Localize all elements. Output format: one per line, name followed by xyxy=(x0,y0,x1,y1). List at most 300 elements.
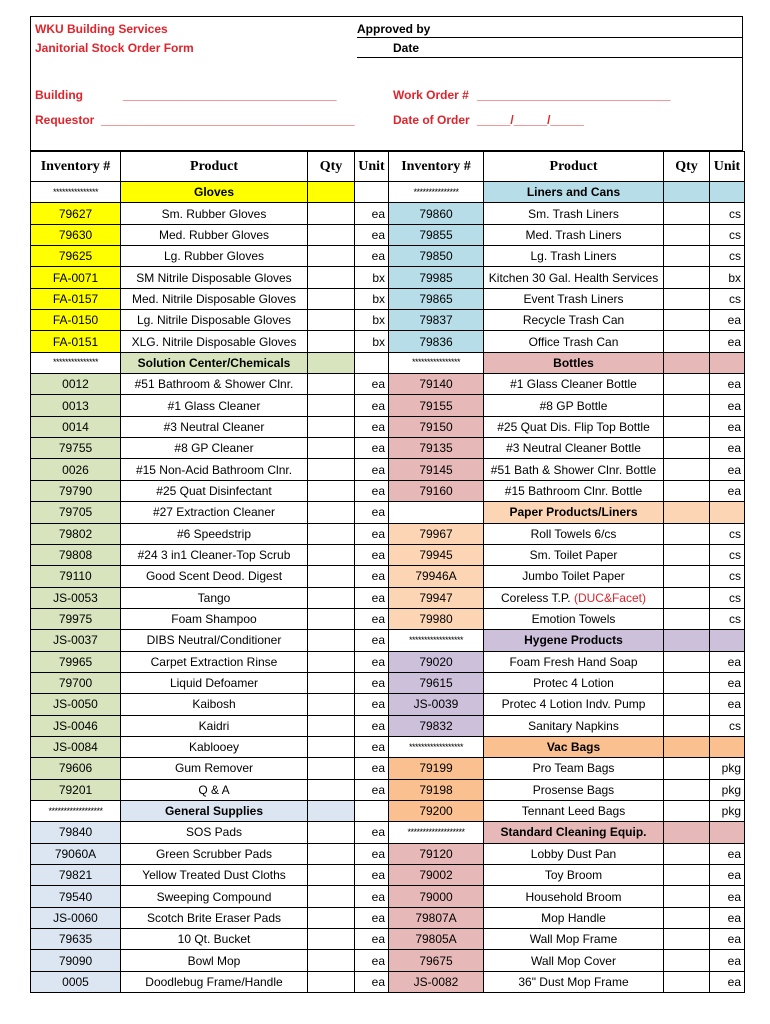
left-inventory-number: FA-0071 xyxy=(31,267,121,288)
form-title: Janitorial Stock Order Form xyxy=(35,41,194,55)
right-product-text: Sm. Trash Liners xyxy=(528,206,619,221)
col-qty-right: Qty xyxy=(664,152,710,182)
table-row xyxy=(31,865,745,886)
right-section-unit xyxy=(710,822,745,843)
table-row xyxy=(31,843,745,864)
left-unit: ea xyxy=(355,843,389,864)
right-section-stars: ****************** xyxy=(389,736,484,757)
left-qty-input[interactable] xyxy=(308,779,355,800)
right-product-text: #51 Bath & Shower Clnr. Bottle xyxy=(490,462,657,477)
right-product-name xyxy=(484,374,664,395)
right-qty-input[interactable] xyxy=(664,523,710,544)
left-unit: ea xyxy=(355,736,389,757)
left-qty-input[interactable] xyxy=(308,950,355,971)
left-qty-input[interactable] xyxy=(308,843,355,864)
left-qty-input[interactable] xyxy=(308,608,355,629)
left-unit: ea xyxy=(355,715,389,736)
right-inventory-number: 79850 xyxy=(389,246,484,267)
right-unit: cs xyxy=(710,715,745,736)
right-product-name xyxy=(484,758,664,779)
left-product-name: DIBS Neutral/Conditioner xyxy=(121,630,308,651)
left-qty-input[interactable] xyxy=(308,480,355,501)
right-product-note: (DUC&Facet) xyxy=(573,590,646,605)
left-qty-input[interactable] xyxy=(308,374,355,395)
left-unit: ea xyxy=(355,929,389,950)
left-unit: ea xyxy=(355,587,389,608)
right-qty-input[interactable] xyxy=(664,651,710,672)
right-product-text: Lobby Dust Pan xyxy=(530,846,617,861)
right-qty-input[interactable] xyxy=(664,950,710,971)
left-unit: ea xyxy=(355,502,389,523)
table-row xyxy=(31,566,745,587)
left-section-stars: *************** xyxy=(31,352,121,373)
right-qty-input[interactable] xyxy=(664,395,710,416)
left-section-unit xyxy=(355,182,389,203)
right-qty-input[interactable] xyxy=(664,224,710,245)
left-qty-input[interactable] xyxy=(308,459,355,480)
left-unit: ea xyxy=(355,395,389,416)
left-product-name: #6 Speedstrip xyxy=(121,523,308,544)
left-inventory-number: 79201 xyxy=(31,779,121,800)
right-inventory-number: 79836 xyxy=(389,331,484,352)
table-row xyxy=(31,694,745,715)
table-row xyxy=(31,822,745,843)
left-qty-input[interactable] xyxy=(308,544,355,565)
right-unit: ea xyxy=(710,374,745,395)
left-section-unit xyxy=(355,352,389,373)
right-inventory-number: 79805A xyxy=(389,929,484,950)
right-unit: ea xyxy=(710,480,745,501)
right-inventory-number: JS-0039 xyxy=(389,694,484,715)
left-unit: bx xyxy=(355,310,389,331)
left-product-name: Q & A xyxy=(121,779,308,800)
left-inventory-number: 79110 xyxy=(31,566,121,587)
right-inventory-number: 79140 xyxy=(389,374,484,395)
left-inventory-number: 79808 xyxy=(31,544,121,565)
left-inventory-number: 79705 xyxy=(31,502,121,523)
right-unit: ea xyxy=(710,929,745,950)
table-row xyxy=(31,886,745,907)
table-row xyxy=(31,971,745,992)
table-row xyxy=(31,203,745,224)
stock-order-form xyxy=(30,16,744,993)
right-inventory-number: 79945 xyxy=(389,544,484,565)
right-qty-input[interactable] xyxy=(664,758,710,779)
right-product-name xyxy=(484,715,664,736)
left-unit: ea xyxy=(355,822,389,843)
left-inventory-number: FA-0157 xyxy=(31,288,121,309)
left-inventory-number: 79840 xyxy=(31,822,121,843)
left-qty-input[interactable] xyxy=(308,331,355,352)
right-inventory-number: 79860 xyxy=(389,203,484,224)
right-product-name xyxy=(484,310,664,331)
left-qty-input[interactable] xyxy=(308,395,355,416)
left-qty-input[interactable] xyxy=(308,971,355,992)
right-product-name xyxy=(484,459,664,480)
right-qty-input[interactable] xyxy=(664,246,710,267)
table-row xyxy=(31,929,745,950)
left-inventory-number: 0012 xyxy=(31,374,121,395)
right-section-stars: ******************* xyxy=(389,822,484,843)
date-of-order-label: Date of Order xyxy=(393,113,470,127)
left-product-name: #24 3 in1 Cleaner-Top Scrub xyxy=(121,544,308,565)
left-product-name: Kablooey xyxy=(121,736,308,757)
right-inventory-number: 79807A xyxy=(389,907,484,928)
right-unit: cs xyxy=(710,288,745,309)
left-unit: ea xyxy=(355,779,389,800)
left-unit: ea xyxy=(355,608,389,629)
left-qty-input[interactable] xyxy=(308,865,355,886)
right-section-stars: ****************** xyxy=(389,630,484,651)
right-qty-input[interactable] xyxy=(664,886,710,907)
left-inventory-number: 0026 xyxy=(31,459,121,480)
right-qty-input[interactable] xyxy=(664,694,710,715)
col-product-left: Product xyxy=(121,152,308,182)
right-unit: ea xyxy=(710,438,745,459)
left-product-name: #51 Bathroom & Shower Clnr. xyxy=(121,374,308,395)
right-qty-input[interactable] xyxy=(664,907,710,928)
right-inventory-number: 79199 xyxy=(389,758,484,779)
table-row xyxy=(31,736,745,757)
left-inventory-number: 79630 xyxy=(31,224,121,245)
left-qty-input[interactable] xyxy=(308,651,355,672)
left-qty-input[interactable] xyxy=(308,929,355,950)
approved-by-line[interactable] xyxy=(357,37,743,38)
table-row xyxy=(31,523,745,544)
left-inventory-number: JS-0046 xyxy=(31,715,121,736)
right-qty-input[interactable] xyxy=(664,459,710,480)
left-inventory-number: 0014 xyxy=(31,416,121,437)
left-qty-input[interactable] xyxy=(308,736,355,757)
left-section-stars: ****************** xyxy=(31,800,121,821)
left-qty-input[interactable] xyxy=(308,907,355,928)
left-qty-input[interactable] xyxy=(308,416,355,437)
right-section-title: Bottles xyxy=(484,352,664,373)
right-product-name xyxy=(484,267,664,288)
left-product-name: Sweeping Compound xyxy=(121,886,308,907)
left-qty-input[interactable] xyxy=(308,886,355,907)
right-qty-input[interactable] xyxy=(664,480,710,501)
right-qty-input[interactable] xyxy=(664,288,710,309)
left-qty-input[interactable] xyxy=(308,630,355,651)
requestor-field[interactable]: ______________________________________ xyxy=(101,113,355,127)
left-inventory-number: 79606 xyxy=(31,758,121,779)
table-row xyxy=(31,758,745,779)
right-inventory-number: 79198 xyxy=(389,779,484,800)
left-qty-input[interactable] xyxy=(308,672,355,693)
right-unit: ea xyxy=(710,886,745,907)
right-section-unit xyxy=(710,352,745,373)
building-label: Building xyxy=(35,88,83,102)
right-product-text: Lg. Trash Liners xyxy=(530,249,617,264)
right-qty-input[interactable] xyxy=(664,331,710,352)
right-section-unit xyxy=(710,736,745,757)
right-section-fill xyxy=(664,502,710,523)
right-inventory-number: 79120 xyxy=(389,843,484,864)
left-qty-input[interactable] xyxy=(308,758,355,779)
table-row xyxy=(31,331,745,352)
right-product-text: Event Trash Liners xyxy=(523,291,624,306)
right-inventory-number: 79135 xyxy=(389,438,484,459)
table-row xyxy=(31,352,745,373)
table-row xyxy=(31,224,745,245)
left-unit: ea xyxy=(355,651,389,672)
left-qty-input[interactable] xyxy=(308,310,355,331)
table-row xyxy=(31,267,745,288)
right-section-title: Standard Cleaning Equip. xyxy=(484,822,664,843)
left-unit: ea xyxy=(355,480,389,501)
right-product-text: #8 GP Bottle xyxy=(539,398,608,413)
right-section-title: Paper Products/Liners xyxy=(484,502,664,523)
right-product-text: Coreless T.P. xyxy=(501,590,574,605)
table-row xyxy=(31,182,745,203)
work-order-label: Work Order # xyxy=(393,88,469,102)
right-qty-input[interactable] xyxy=(664,929,710,950)
left-qty-input[interactable] xyxy=(308,715,355,736)
right-section-fill xyxy=(664,182,710,203)
left-product-name: #1 Glass Cleaner xyxy=(121,395,308,416)
right-qty-input[interactable] xyxy=(664,566,710,587)
right-section-title: Liners and Cans xyxy=(484,182,664,203)
right-unit: ea xyxy=(710,331,745,352)
right-section-fill xyxy=(664,352,710,373)
table-row xyxy=(31,374,745,395)
col-inventory-left: Inventory # xyxy=(31,152,121,182)
right-product-text: Med. Trash Liners xyxy=(525,227,622,242)
right-qty-input[interactable] xyxy=(664,374,710,395)
table-row xyxy=(31,246,745,267)
table-row xyxy=(31,438,745,459)
right-section-stars: *************** xyxy=(389,182,484,203)
right-product-text: Jumbo Toilet Paper xyxy=(522,569,625,584)
right-unit: ea xyxy=(710,651,745,672)
left-inventory-number: JS-0084 xyxy=(31,736,121,757)
left-qty-input[interactable] xyxy=(308,224,355,245)
left-qty-input[interactable] xyxy=(308,267,355,288)
table-row xyxy=(31,800,745,821)
right-product-name xyxy=(484,886,664,907)
left-product-name: Bowl Mop xyxy=(121,950,308,971)
left-section-fill xyxy=(308,800,355,821)
right-product-name xyxy=(484,907,664,928)
right-unit: cs xyxy=(710,224,745,245)
right-section-title: Hygene Products xyxy=(484,630,664,651)
right-inventory-number: 79200 xyxy=(389,800,484,821)
right-unit: cs xyxy=(710,203,745,224)
table-row xyxy=(31,502,745,523)
right-section-unit xyxy=(710,182,745,203)
table-row xyxy=(31,288,745,309)
right-section-stars: **************** xyxy=(389,352,484,373)
table-row xyxy=(31,608,745,629)
table-row xyxy=(31,587,745,608)
right-inventory-number: 79865 xyxy=(389,288,484,309)
table-row xyxy=(31,950,745,971)
right-product-text: Kitchen 30 Gal. Health Services xyxy=(488,270,659,285)
right-product-text: Sm. Toilet Paper xyxy=(529,548,618,563)
table-row xyxy=(31,672,745,693)
left-inventory-number: 79635 xyxy=(31,929,121,950)
form-header xyxy=(30,16,743,151)
right-qty-input[interactable] xyxy=(664,672,710,693)
right-unit: ea xyxy=(710,395,745,416)
left-inventory-number: 79802 xyxy=(31,523,121,544)
left-inventory-number: 0005 xyxy=(31,971,121,992)
right-qty-input[interactable] xyxy=(664,843,710,864)
left-unit: ea xyxy=(355,523,389,544)
right-product-name xyxy=(484,929,664,950)
right-unit: ea xyxy=(710,310,745,331)
right-unit: cs xyxy=(710,544,745,565)
right-qty-input[interactable] xyxy=(664,715,710,736)
left-product-name: Foam Shampoo xyxy=(121,608,308,629)
left-product-name: Doodlebug Frame/Handle xyxy=(121,971,308,992)
right-unit: ea xyxy=(710,971,745,992)
left-product-name: Green Scrubber Pads xyxy=(121,843,308,864)
col-unit-left: Unit xyxy=(355,152,389,182)
approved-by-label: Approved by xyxy=(357,22,431,36)
right-product-name xyxy=(484,971,664,992)
right-section-title: Vac Bags xyxy=(484,736,664,757)
table-row xyxy=(31,459,745,480)
right-product-name xyxy=(484,395,664,416)
col-inventory-right: Inventory # xyxy=(389,152,484,182)
right-product-text: Prosense Bags xyxy=(532,782,615,797)
right-inventory-number: 79980 xyxy=(389,608,484,629)
left-qty-input[interactable] xyxy=(308,246,355,267)
right-product-text: Tennant Leed Bags xyxy=(521,804,626,819)
table-row xyxy=(31,630,745,651)
right-qty-input[interactable] xyxy=(664,865,710,886)
left-qty-input[interactable] xyxy=(308,822,355,843)
left-section-fill xyxy=(308,182,355,203)
right-product-name xyxy=(484,331,664,352)
left-unit: ea xyxy=(355,416,389,437)
left-product-name: Sm. Rubber Gloves xyxy=(121,203,308,224)
left-unit: ea xyxy=(355,374,389,395)
right-inventory-number: 79145 xyxy=(389,459,484,480)
left-qty-input[interactable] xyxy=(308,694,355,715)
left-unit: bx xyxy=(355,331,389,352)
right-product-text: Emotion Towels xyxy=(531,612,616,627)
left-inventory-number: 79625 xyxy=(31,246,121,267)
right-qty-input[interactable] xyxy=(664,267,710,288)
left-qty-input[interactable] xyxy=(308,587,355,608)
right-qty-input[interactable] xyxy=(664,544,710,565)
date-line[interactable] xyxy=(357,57,743,58)
right-product-text: Toy Broom xyxy=(544,868,603,883)
work-order-field[interactable]: _____________________________ xyxy=(477,88,671,102)
right-unit: ea xyxy=(710,416,745,437)
right-qty-input[interactable] xyxy=(664,971,710,992)
right-product-name xyxy=(484,779,664,800)
right-product-text: #1 Glass Cleaner Bottle xyxy=(510,377,637,392)
right-product-text: Protec 4 Lotion Indv. Pump xyxy=(501,697,646,712)
left-qty-input[interactable] xyxy=(308,288,355,309)
right-inventory-number: 79985 xyxy=(389,267,484,288)
left-inventory-number: 79540 xyxy=(31,886,121,907)
date-label: Date xyxy=(393,41,420,55)
table-row xyxy=(31,779,745,800)
left-qty-input[interactable] xyxy=(308,438,355,459)
right-qty-input[interactable] xyxy=(664,438,710,459)
left-inventory-number: 79790 xyxy=(31,480,121,501)
right-unit: ea xyxy=(710,950,745,971)
left-unit: ea xyxy=(355,907,389,928)
right-product-text: Protec 4 Lotion xyxy=(533,676,614,691)
left-unit: bx xyxy=(355,288,389,309)
left-qty-input[interactable] xyxy=(308,203,355,224)
right-product-name xyxy=(484,651,664,672)
left-unit: ea xyxy=(355,971,389,992)
left-product-name: Liquid Defoamer xyxy=(121,672,308,693)
left-product-name: Scotch Brite Eraser Pads xyxy=(121,907,308,928)
left-qty-input[interactable] xyxy=(308,566,355,587)
left-product-name: Yellow Treated Dust Cloths xyxy=(121,865,308,886)
left-unit: ea xyxy=(355,950,389,971)
right-section-unit xyxy=(710,502,745,523)
right-qty-input[interactable] xyxy=(664,800,710,821)
right-product-name xyxy=(484,608,664,629)
right-inventory-number: 79946A xyxy=(389,566,484,587)
left-product-name: SOS Pads xyxy=(121,822,308,843)
left-section-title: Solution Center/Chemicals xyxy=(121,352,308,373)
left-unit: ea xyxy=(355,566,389,587)
right-unit: pkg xyxy=(710,758,745,779)
right-product-name xyxy=(484,950,664,971)
right-inventory-number: 79675 xyxy=(389,950,484,971)
left-product-name: #15 Non-Acid Bathroom Clnr. xyxy=(121,459,308,480)
left-product-name: Med. Rubber Gloves xyxy=(121,224,308,245)
right-qty-input[interactable] xyxy=(664,416,710,437)
date-of-order-field[interactable]: _____/_____/_____ xyxy=(477,113,584,127)
left-inventory-number: 0013 xyxy=(31,395,121,416)
right-product-text: Sanitary Napkins xyxy=(528,718,619,733)
left-qty-input[interactable] xyxy=(308,502,355,523)
right-inventory-number: 79160 xyxy=(389,480,484,501)
right-inventory-number: JS-0082 xyxy=(389,971,484,992)
left-unit: ea xyxy=(355,459,389,480)
right-unit: cs xyxy=(710,587,745,608)
right-qty-input[interactable] xyxy=(664,203,710,224)
left-product-name: 10 Qt. Bucket xyxy=(121,929,308,950)
right-product-name xyxy=(484,203,664,224)
right-inventory-number: 79002 xyxy=(389,865,484,886)
right-qty-input[interactable] xyxy=(664,587,710,608)
left-product-name: SM Nitrile Disposable Gloves xyxy=(121,267,308,288)
left-section-fill xyxy=(308,352,355,373)
right-product-text: Foam Fresh Hand Soap xyxy=(509,654,638,669)
left-product-name: Good Scent Deod. Digest xyxy=(121,566,308,587)
right-section-fill xyxy=(664,822,710,843)
right-product-name xyxy=(484,416,664,437)
table-row xyxy=(31,395,745,416)
right-qty-input[interactable] xyxy=(664,310,710,331)
right-unit: ea xyxy=(710,843,745,864)
left-product-name: Lg. Nitrile Disposable Gloves xyxy=(121,310,308,331)
right-qty-input[interactable] xyxy=(664,779,710,800)
left-inventory-number: 79060A xyxy=(31,843,121,864)
right-unit: ea xyxy=(710,694,745,715)
left-product-name: #27 Extraction Cleaner xyxy=(121,502,308,523)
building-field[interactable]: ________________________________ xyxy=(123,88,337,102)
table-row xyxy=(31,480,745,501)
left-qty-input[interactable] xyxy=(308,523,355,544)
column-header-row xyxy=(31,152,745,182)
right-qty-input[interactable] xyxy=(664,608,710,629)
left-product-name: Tango xyxy=(121,587,308,608)
right-product-name xyxy=(484,246,664,267)
